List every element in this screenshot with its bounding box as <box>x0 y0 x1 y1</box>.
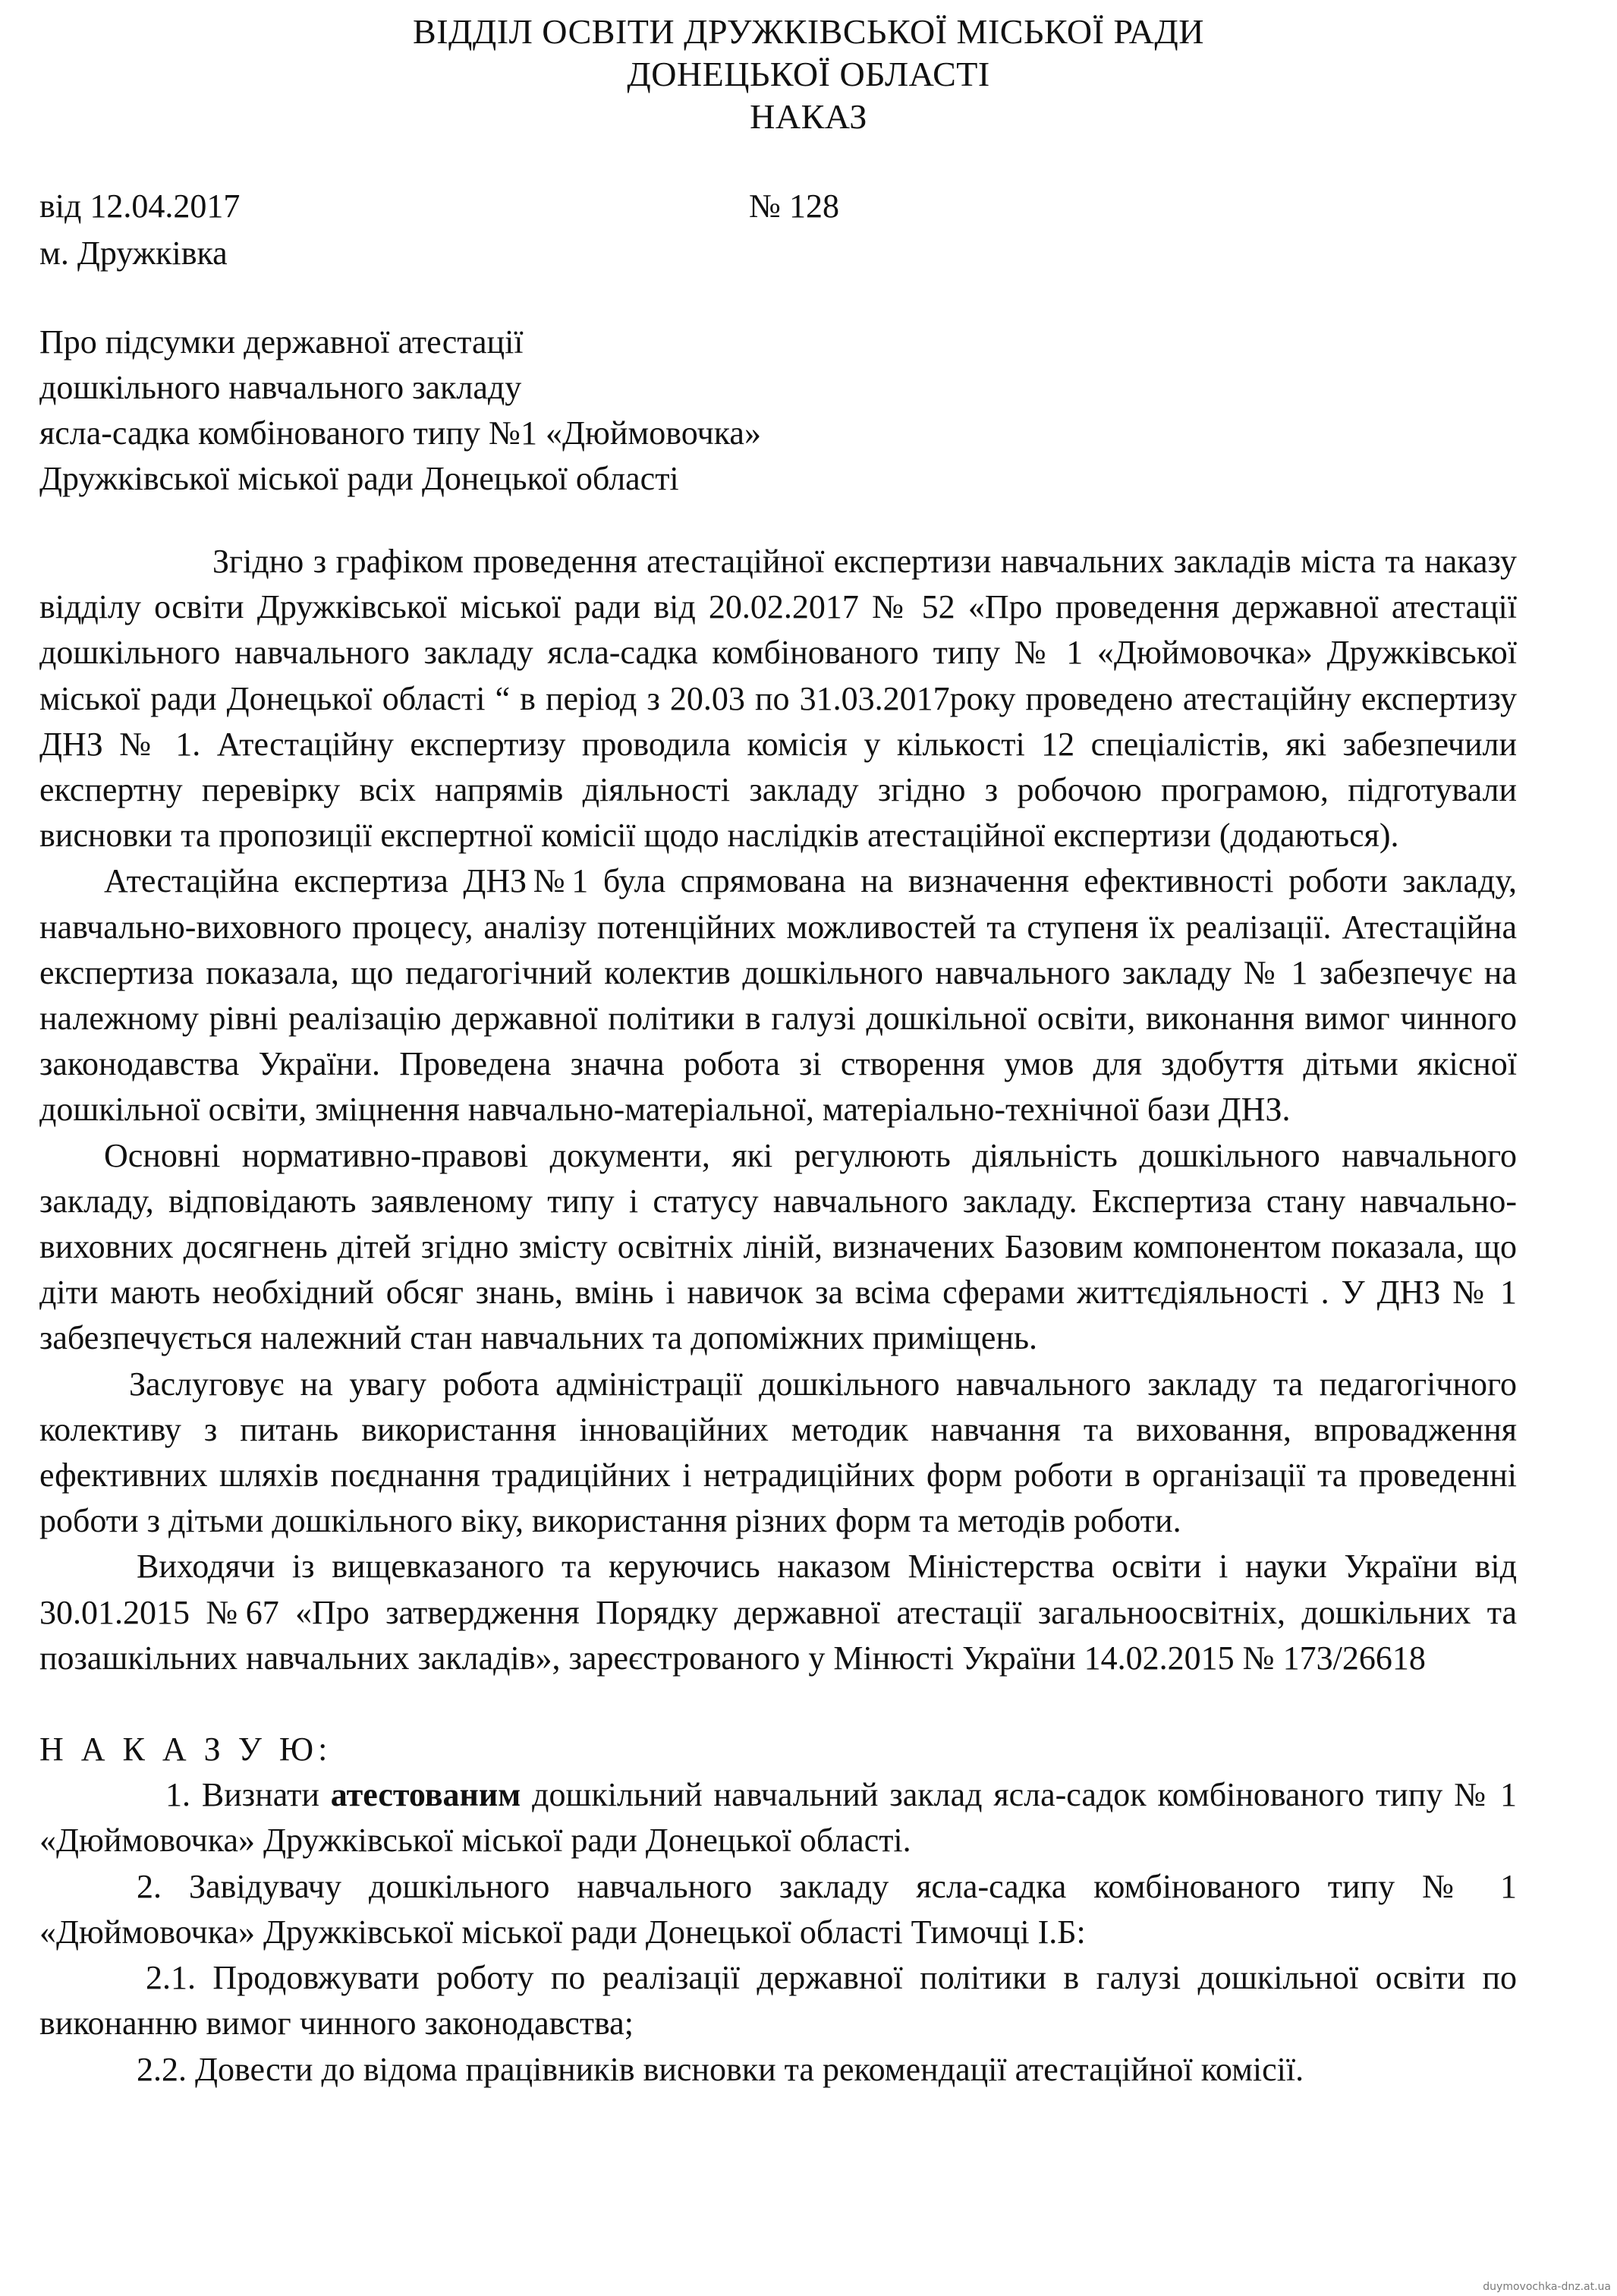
order-item-2-1: 2.1. Продовжувати роботу по реалізації державної політики в галузі дошкільної освіти по виконанню вимог чинного законодавства; <box>39 1959 1517 2042</box>
site-watermark: duymovochka-dnz.at.ua <box>1483 2281 1611 2293</box>
order-item-2: 2. Завідувачу дошкільного навчального закладу ясла-садка комбінованого типу № 1 «Дюймовочка» Дружківської міської ради Донецької області Тимочці І.Б: <box>39 1867 1517 1951</box>
order-item-1 <box>39 1772 1517 1863</box>
paragraph-administration: Заслуговує на увагу робота адміністрації дошкільного навчального закладу та педагогічного колективу з питань використання інноваційних методик навчання та виховання, впровадження ефективних шляхів поєднання традиційних і нетрадиційних форм роботи в організації та проведенні роботи з дітьми дошкільного віку, використання різних форм та методів роботи. <box>39 1365 1517 1540</box>
paragraph-legal-basis: Виходячи із вищевказаного та керуючись наказом Міністерства освіти і науки України від 30.01.2015 №67 «Про затвердження Порядку державної атестації загальноосвітніх, дошкільних та позашкільних навчальних закладів», зареєстрованого у Мінюсті України 14.02.2015 № 173/26618 <box>39 1548 1517 1677</box>
order-city: м. Дружківка <box>39 235 228 272</box>
subject-line: Про підсумки державної атестації <box>39 323 524 361</box>
order-item-1-suffix: дошкільний навчальний заклад ясла-садок комбінованого типу № 1 «Дюймовочка» Дружківської міської ради Донецької області. <box>39 1776 1517 1860</box>
order-date: від 12.04.2017 <box>39 187 241 225</box>
order-number: № 128 <box>749 187 839 225</box>
subject-line: дошкільного навчального закладу <box>39 369 522 406</box>
order-meta <box>39 187 1557 232</box>
subject-line: ясла-садка комбінованого типу №1 «Дюймовочка» <box>39 414 761 452</box>
header-doc-type: НАКАЗ <box>750 97 867 136</box>
subject-line: Дружківської міської ради Донецької області <box>39 460 679 497</box>
order-body <box>39 539 1517 2093</box>
header-region: ДОНЕЦЬКОЇ ОБЛАСТІ <box>627 55 990 93</box>
header-department: ВІДДІЛ ОСВІТИ ДРУЖКІВСЬКОЇ МІСЬКОЇ РАДИ <box>413 12 1204 51</box>
paragraph-schedule: Згідно з графіком проведення атестаційної експертизи навчальних закладів міста та наказу відділу освіти Дружківської міської ради від 20.02.2017 № 52 «Про проведення державної атестації дошкільного навчального закладу ясла-садка комбінованого типу № 1 «Дюймовочка» Дружківської міської ради Донецької області “ в період з 20.03 по 31.03.2017року проведено атестаційну експертизу ДНЗ № 1. Атестаційну експертизу проводила комісія у кількості 12 спеціалістів, які забезпечили експертну перевірку всіх напрямів діяльності закладу згідно з робочою програмою, підготували висновки та пропозиції експертної комісії щодо наслідків атестаційної експертизи (додаються). <box>39 543 1517 855</box>
order-item-1-prefix: 1. Визнати <box>165 1776 331 1814</box>
document-header <box>0 11 1617 138</box>
order-subject <box>39 320 761 502</box>
order-directive-title: Н А К А З У Ю: <box>39 1731 332 1768</box>
order-item-2-2: 2.2. Довести до відома працівників висновки та рекомендації атестаційної комісії. <box>137 2050 1304 2088</box>
order-item-1-bold: атестованим <box>330 1776 521 1814</box>
paragraph-expertise: Атестаційна експертиза ДНЗ№1 була спрямована на визначення ефективності роботи закладу, навчально-виховного процесу, аналізу потенційних можливостей та ступеня їх реалізації. Атестаційна експертиза показала, що педагогічний колектив дошкільного навчального закладу № 1 забезпечує на належному рівні реалізацію державної політики в галузі дошкільної освіти, виконання вимог чинного законодавства України. Проведена значна робота зі створення умов для здобуття дітьми якісної дошкільної освіти, зміцнення навчально-матеріальної, матеріально-технічної бази ДНЗ. <box>39 862 1517 1129</box>
paragraph-documents: Основні нормативно-правові документи, які регулюють діяльність дошкільного навчального закладу, відповідають заявленому типу і статусу навчального закладу. Експертиза стану навчально-виховних досягнень дітей згідно змісту освітніх ліній, визначених Базовим компонентом показала, що діти мають необхідний обсяг знань, вмінь і навичок за всіма сферами життєдіяльності . У ДНЗ № 1 забезпечується належний стан навчальних та допоміжних приміщень. <box>39 1136 1517 1357</box>
